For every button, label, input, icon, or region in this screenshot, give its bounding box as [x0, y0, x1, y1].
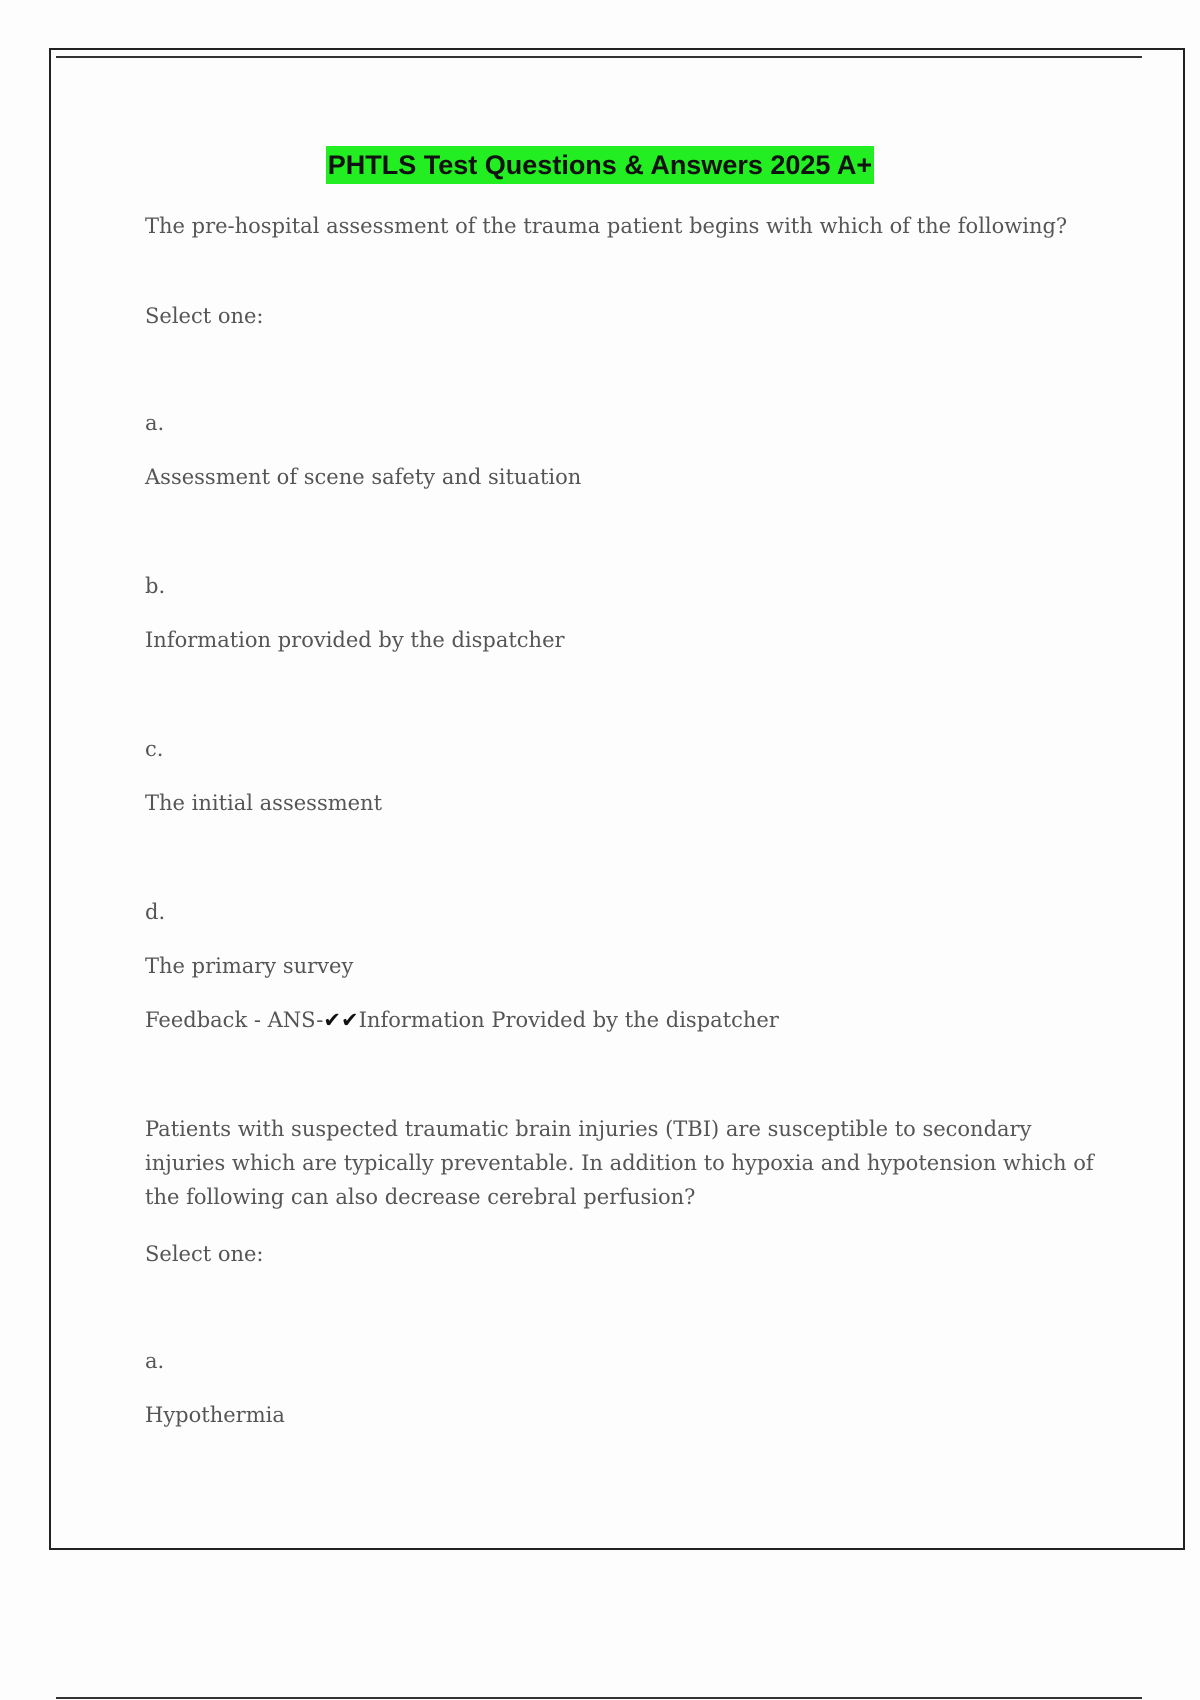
title-container	[0, 146, 1200, 184]
question-2-prompt: Patients with suspected traumatic brain injuries (TBI) are susceptible to secondary injuries which are typically preventable. In addition to hypoxia and hypotension which of the following can also decrease cerebral perfusion?	[145, 1117, 1094, 1209]
question-1-option-d-text: The primary survey	[145, 954, 354, 978]
question-1-prompt: The pre-hospital assessment of the trauma patient begins with which of the following?	[145, 214, 1068, 238]
question-1-option-c-text: The initial assessment	[145, 791, 383, 815]
question-1-feedback	[145, 1003, 1095, 1037]
footer-rule	[56, 1697, 1142, 1699]
feedback-prefix: Feedback - ANS-	[145, 1008, 324, 1032]
question-1-select-label: Select one:	[145, 304, 264, 328]
document-title: PHTLS Test Questions & Answers 2025 A+	[326, 146, 874, 184]
question-1-option-a-letter: a.	[145, 411, 165, 435]
question-1-option-b-text: Information provided by the dispatcher	[145, 628, 565, 652]
question-1-option-a-text: Assessment of scene safety and situation	[145, 465, 582, 489]
question-1-option-d-letter: d.	[145, 900, 166, 924]
header-rule	[56, 56, 1142, 58]
question-2-select-label: Select one:	[145, 1242, 264, 1266]
question-1-option-b-letter: b.	[145, 574, 166, 598]
question-2-option-a-letter: a.	[145, 1349, 165, 1373]
feedback-answer: Information Provided by the dispatcher	[358, 1008, 779, 1032]
double-check-icon: ✔✔	[323, 1008, 359, 1032]
question-1-option-c-letter: c.	[145, 737, 164, 761]
question-2-option-a-text: Hypothermia	[145, 1403, 285, 1427]
